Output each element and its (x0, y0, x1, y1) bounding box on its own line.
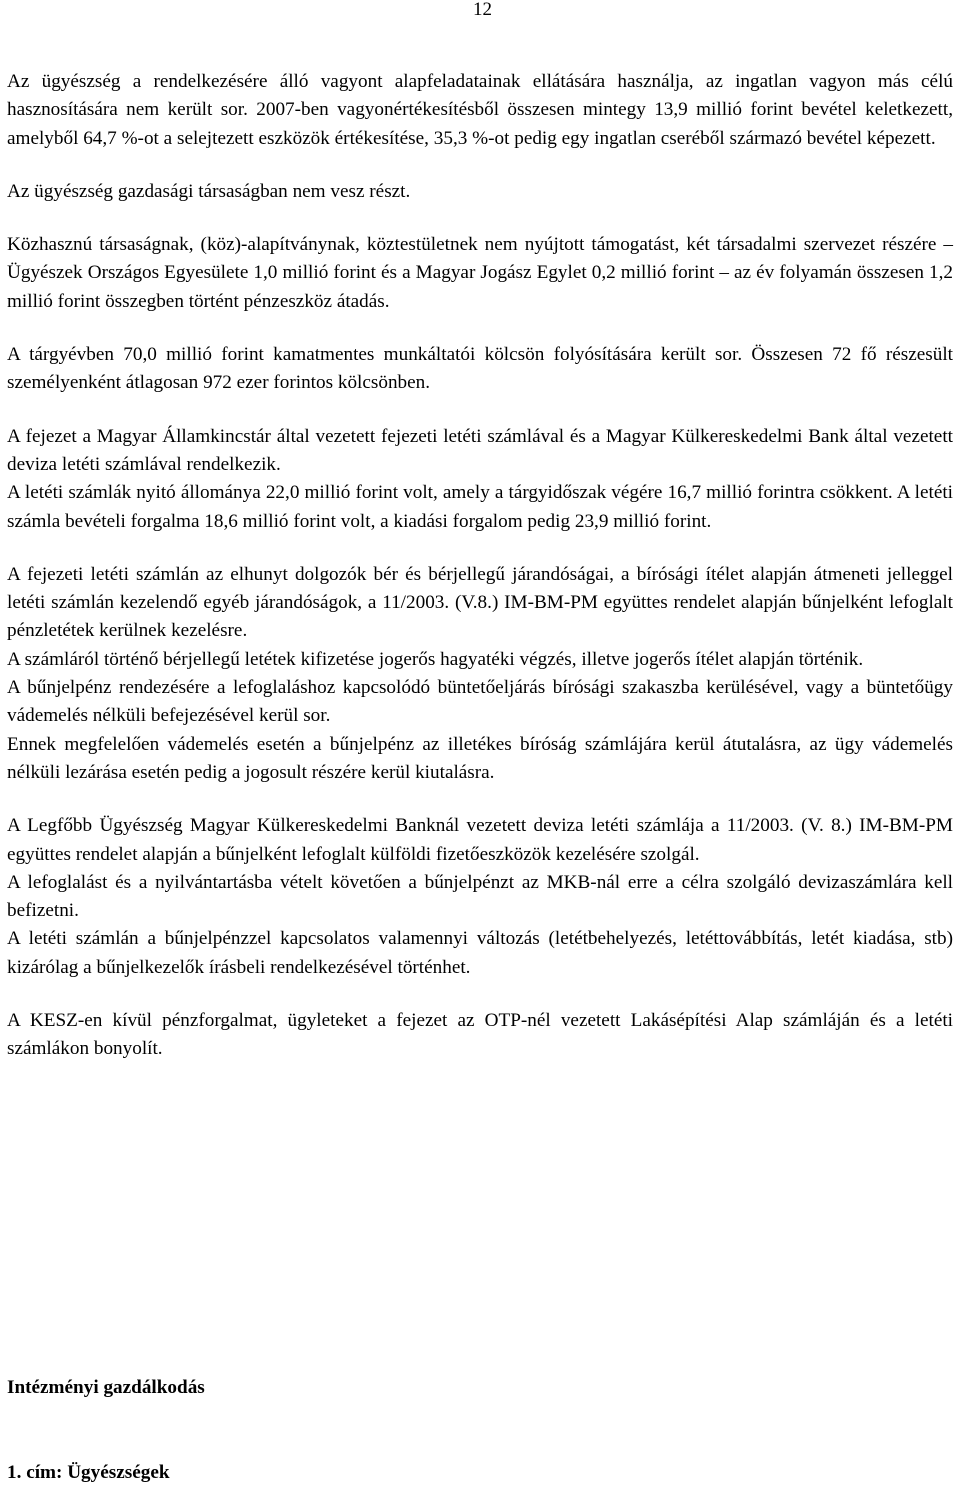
paragraph-employee-loans: A tárgyévben 70,0 millió forint kamatmentes munkáltatói kölcsön folyósítására került sor. Összesen 72 fő részesült személyenként átlagosan 972 ezer forintos kölcsönben. (7, 344, 953, 394)
paragraph-foreign-currency-account: A Legfőbb Ügyészség Magyar Külkereskedelmi Banknál vezetett deviza letéti számlája a 11/2003. (V. 8.) IM-BM-PM együttes rendelet alapján a bűnjelként lefoglalt külföldi fizetőeszközök kezelésére szolgál. (7, 815, 953, 865)
paragraph-evidence-money-settlement: A bűnjelpénz rendezésére a lefoglaláshoz kapcsolódó büntetőeljárás bírósági szakaszba kerülésével, vagy a büntetőügy vádemelés nélküli befejezésével kerül sor. (7, 677, 953, 727)
paragraph-wage-payments: A számláról történő bérjellegű letétek kifizetése jogerős hagyatéki végzés, illetve jogerős ítélet alapján történik. (7, 648, 864, 670)
subsection-heading: 1. cím: Ügyészségek (7, 1462, 170, 1483)
paragraph-business-companies: Az ügyészség gazdasági társaságban nem vesz részt. (7, 180, 411, 202)
page-number: 12 (473, 0, 492, 20)
paragraph-asset-use: Az ügyészség a rendelkezésére álló vagyont alapfeladatainak ellátására használja, az ingatlan vagyon más célú hasznosítására nem került sor. 2007-ben vagyonértékesítésből összesen mintegy 13,9 millió forint bevétel keletkezett, amelyből 64,7 %-ot a selejtezett eszközök értékesítése, 35,3 %-ot pedig egy ingatlan cseréből származó bevétel képezett. (7, 71, 953, 149)
paragraph-seizure-deposit: A lefoglalást és a nyilvántartásba vételt követően a bűnjelpénzt az MKB-nál erre a célra szolgáló devizaszámlára kell befizetni. (7, 871, 953, 922)
section-heading: Intézményi gazdálkodás (7, 1377, 205, 1398)
paragraph-deposit-accounts: A fejezet a Magyar Államkincstár által vezetett fejezeti letéti számlával és a Magyar Külkereskedelmi Bank által vezetett deviza letéti számlával rendelkezik. (7, 425, 953, 475)
paragraph-deposit-contents: A fejezeti letéti számlán az elhunyt dolgozók bér és bérjellegű járandóságai, a bírósági ítélet alapján átmeneti jelleggel letéti számlán kezelendő egyéb járandóságok, a 11/2003. (V.8.) IM-BM-PM együttes rendelet alapján bűnjelként lefoglalt pénzletétek kerülnek kezelésre. (7, 563, 953, 642)
paragraph-support-transfers: Közhasznú társaságnak, (köz)-alapítványnak, köztestületnek nem nyújtott támogatást, két társadalmi szervezet részére – Ügyészek Országos Egyesülete 1,0 millió forint és a Magyar Jogász Egylet 0,2 millió forint – az év folyamán összesen 1,2 millió forint összegben történt pénzeszköz átadás. (7, 234, 953, 312)
body-text (7, 68, 953, 1064)
paragraph-deposit-balances: A letéti számlák nyitó állománya 22,0 millió forint volt, amely a tárgyidőszak végére 16,7 millió forintra csökkent. A letéti számla bevételi forgalma 18,6 millió forint volt, a kiadási forgalom pedig 23,9 millió forint. (7, 482, 953, 532)
paragraph-evidence-money-transfer: Ennek megfelelően vádemelés esetén a bűnjelpénz az illetékes bíróság számlájára kerül átutalásra, az ügy vádemelés nélküli lezárása esetén pedig a jogosult részére kerül kiutalásra. (7, 733, 953, 783)
paragraph-kesz-transactions: A KESZ-en kívül pénzforgalmat, ügyleteket a fejezet az OTP-nél vezetett Lakásépítési Alap számláján és a letéti számlákon bonyolít. (7, 1010, 953, 1060)
paragraph-account-changes: A letéti számlán a bűnjelpénzzel kapcsolatos valamennyi változás (letétbehelyezés, letéttovábbítás, letét kiadása, stb) kizárólag a bűnjelkezelők írásbeli rendelkezésével történhet. (7, 928, 953, 978)
